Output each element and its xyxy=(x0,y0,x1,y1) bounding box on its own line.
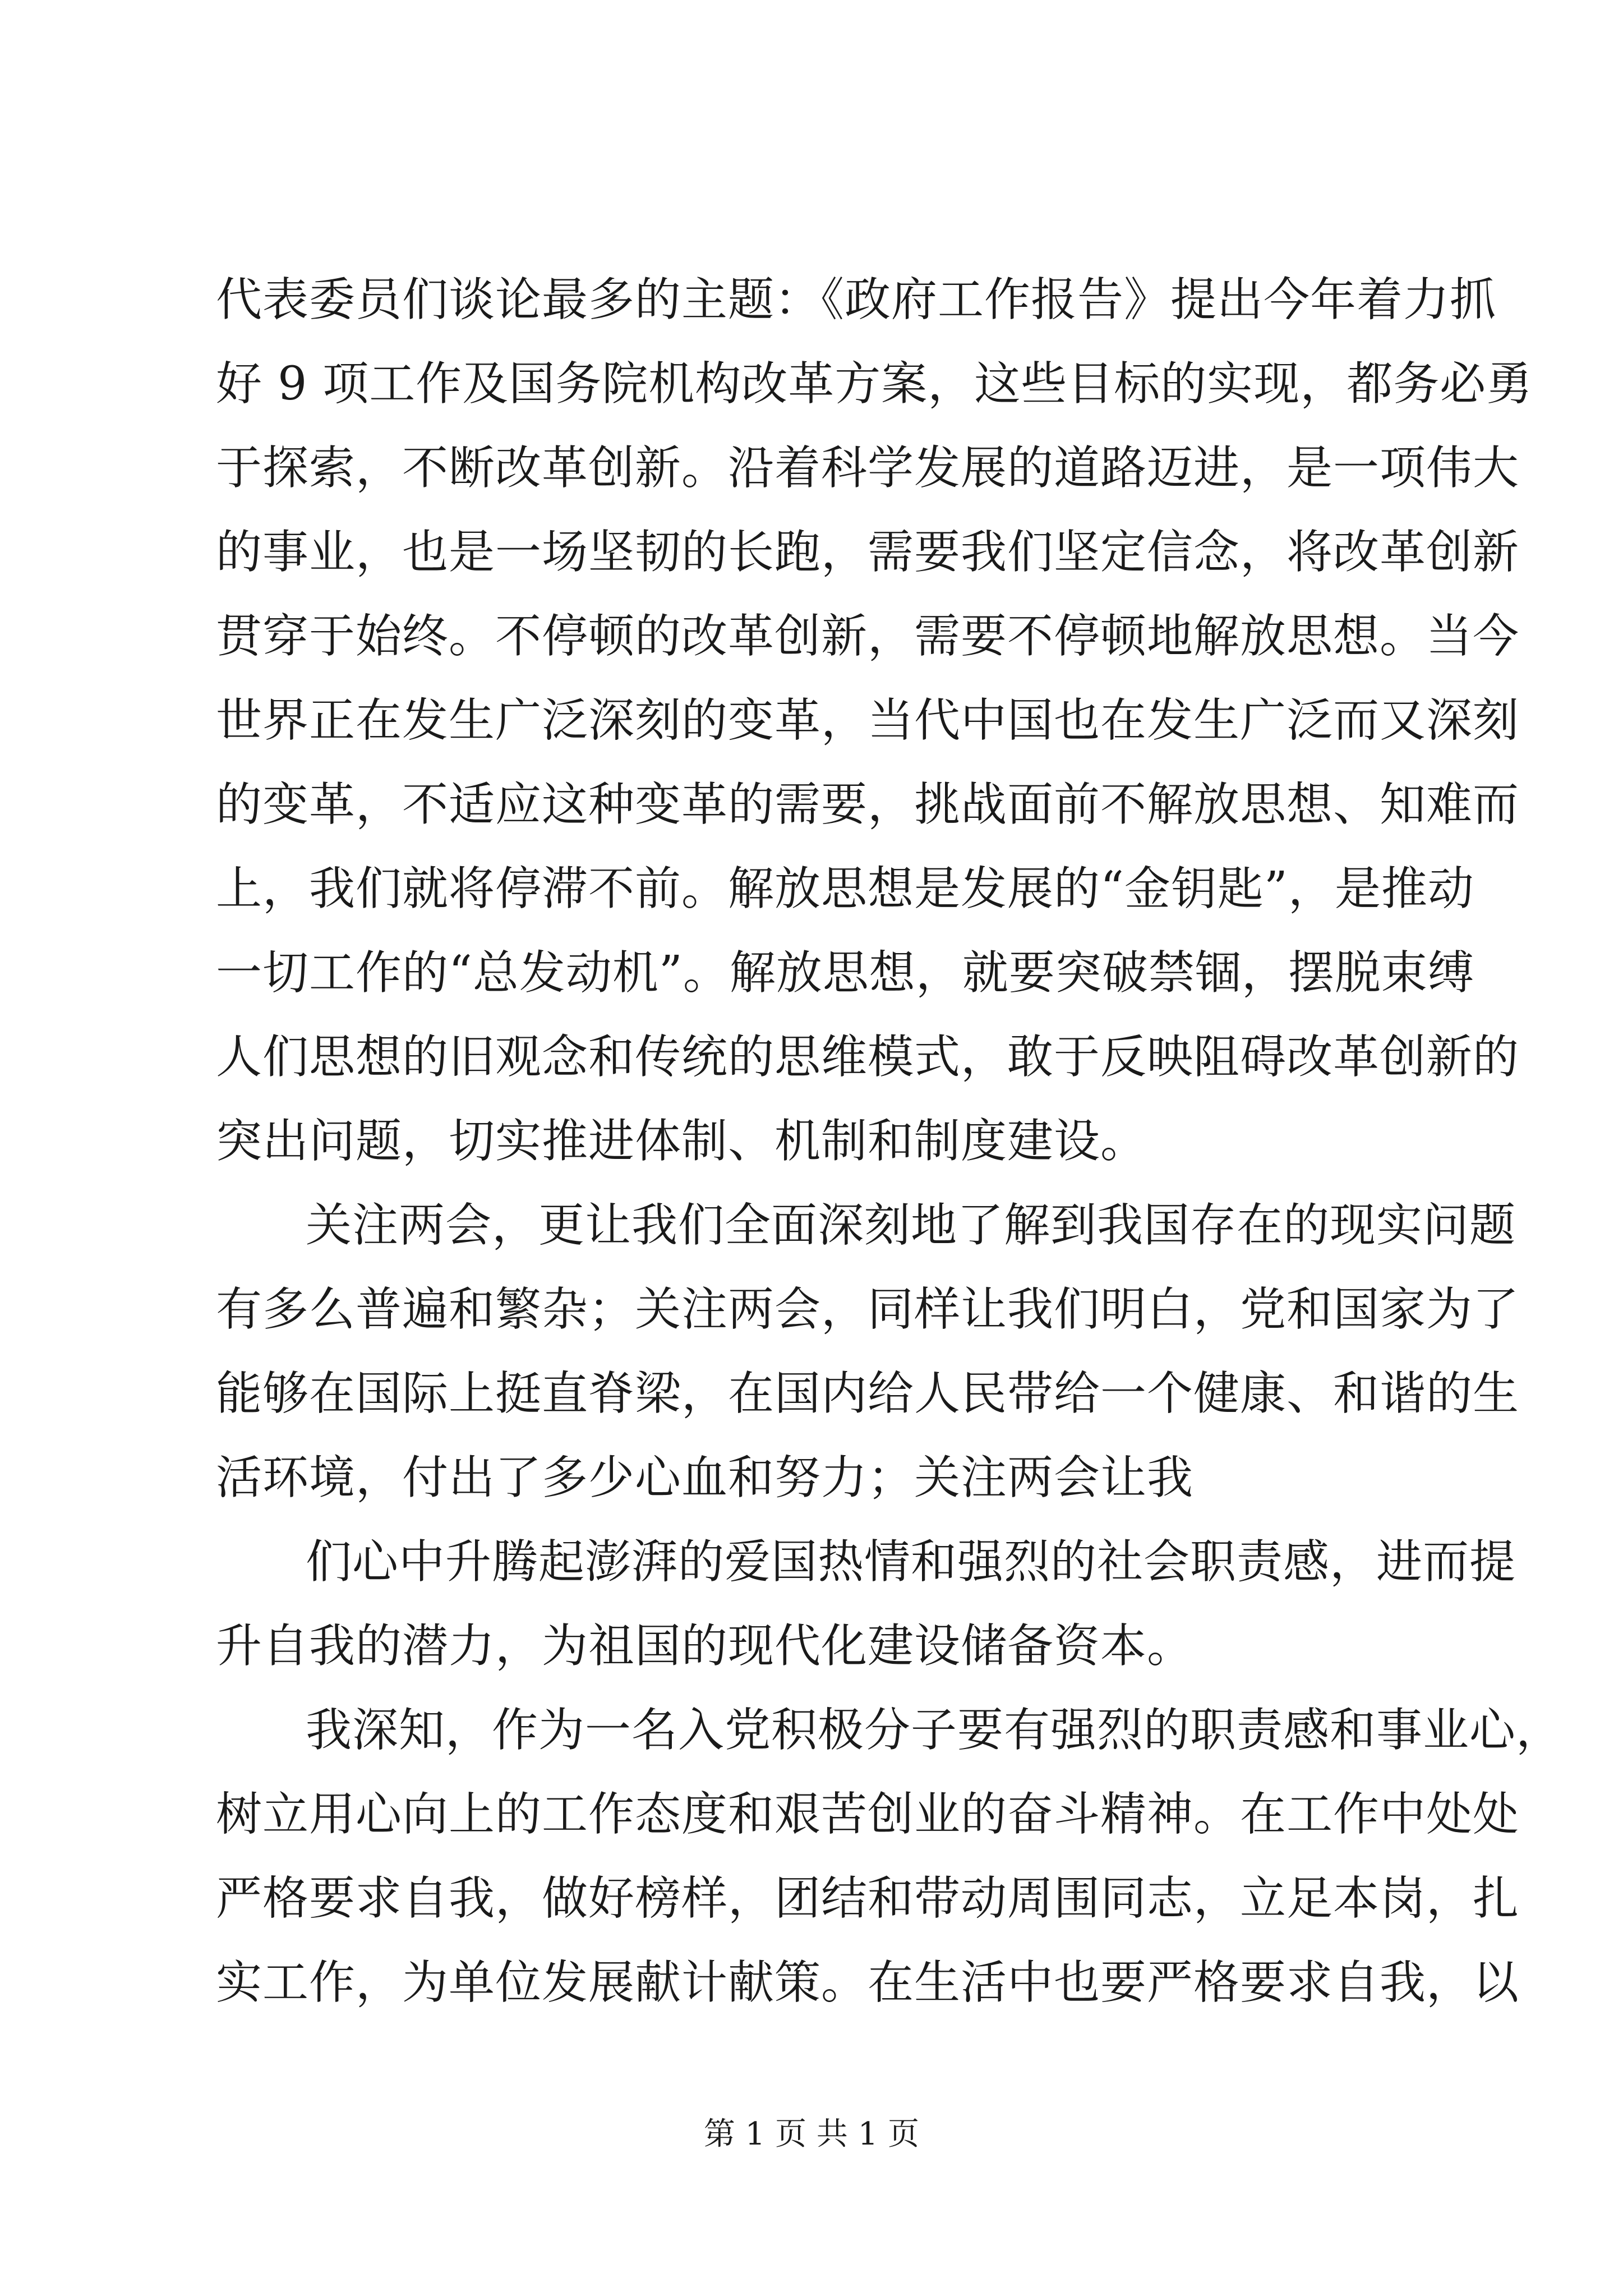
text-line: 们心中升腾起澎湃的爱国热情和强烈的社会职责感，进而提 xyxy=(306,1535,1516,1589)
paragraph-4 xyxy=(216,1688,1563,2025)
text-line: 好 9 项工作及国务院机构改革方案，这些目标的实现，都务必勇 xyxy=(216,357,1533,411)
text-line: 代表委员们谈论最多的主题：《政府工作报告》提出今年着力抓 xyxy=(216,273,1497,326)
text-line: 我深知，作为一名入党积极分子要有强烈的职责感和事业心， xyxy=(306,1704,1563,1757)
paragraph-3 xyxy=(216,1520,1516,1688)
document-body xyxy=(216,258,1563,2025)
text-line: 的事业，也是一场坚韧的长跑，需要我们坚定信念，将改革创新 xyxy=(216,526,1520,579)
text-line: 严格要求自我，做好榜样，团结和带动周围同志，立足本岗，扎 xyxy=(216,1872,1520,1925)
text-line: 活环境，付出了多少心血和努力；关注两会让我 xyxy=(216,1451,1194,1504)
page-number-footer: 第 1 页 共 1 页 xyxy=(703,2116,920,2152)
text-line: 于探索，不断改革创新。沿着科学发展的道路迈进，是一项伟大 xyxy=(216,441,1520,495)
paragraph-1 xyxy=(216,258,1533,1184)
text-line: 世界正在发生广泛深刻的变革，当代中国也在发生广泛而又深刻 xyxy=(216,694,1520,747)
text-line: 的变革，不适应这种变革的需要，挑战面前不解放思想、知难而 xyxy=(216,778,1520,831)
text-line: 人们思想的旧观念和传统的思维模式，敢于反映阻碍改革创新的 xyxy=(216,1030,1520,1084)
text-line: 有多么普遍和繁杂；关注两会，同样让我们明白，党和国家为了 xyxy=(216,1283,1520,1336)
text-line: 关注两会，更让我们全面深刻地了解到我国存在的现实问题 xyxy=(306,1199,1516,1252)
text-line: 贯穿于始终。不停顿的改革创新，需要不停顿地解放思想。当今 xyxy=(216,610,1520,663)
text-line: 升自我的潜力，为祖国的现代化建设储备资本。 xyxy=(216,1619,1194,1673)
text-line: 一切工作的“总发动机”。解放思想，就要突破禁锢，摆脱束缚 xyxy=(216,946,1474,1000)
text-line: 实工作，为单位发展献计献策。在生活中也要严格要求自我，以 xyxy=(216,1956,1520,2009)
paragraph-2 xyxy=(216,1184,1520,1520)
text-line: 树立用心向上的工作态度和艰苦创业的奋斗精神。在工作中处处 xyxy=(216,1788,1520,1841)
text-line: 上，我们就将停滞不前。解放思想是发展的“金钥匙”，是推动 xyxy=(216,862,1474,915)
text-line: 突出问题，切实推进体制、机制和制度建设。 xyxy=(216,1115,1147,1168)
text-line: 能够在国际上挺直脊梁，在国内给人民带给一个健康、和谐的生 xyxy=(216,1367,1520,1420)
